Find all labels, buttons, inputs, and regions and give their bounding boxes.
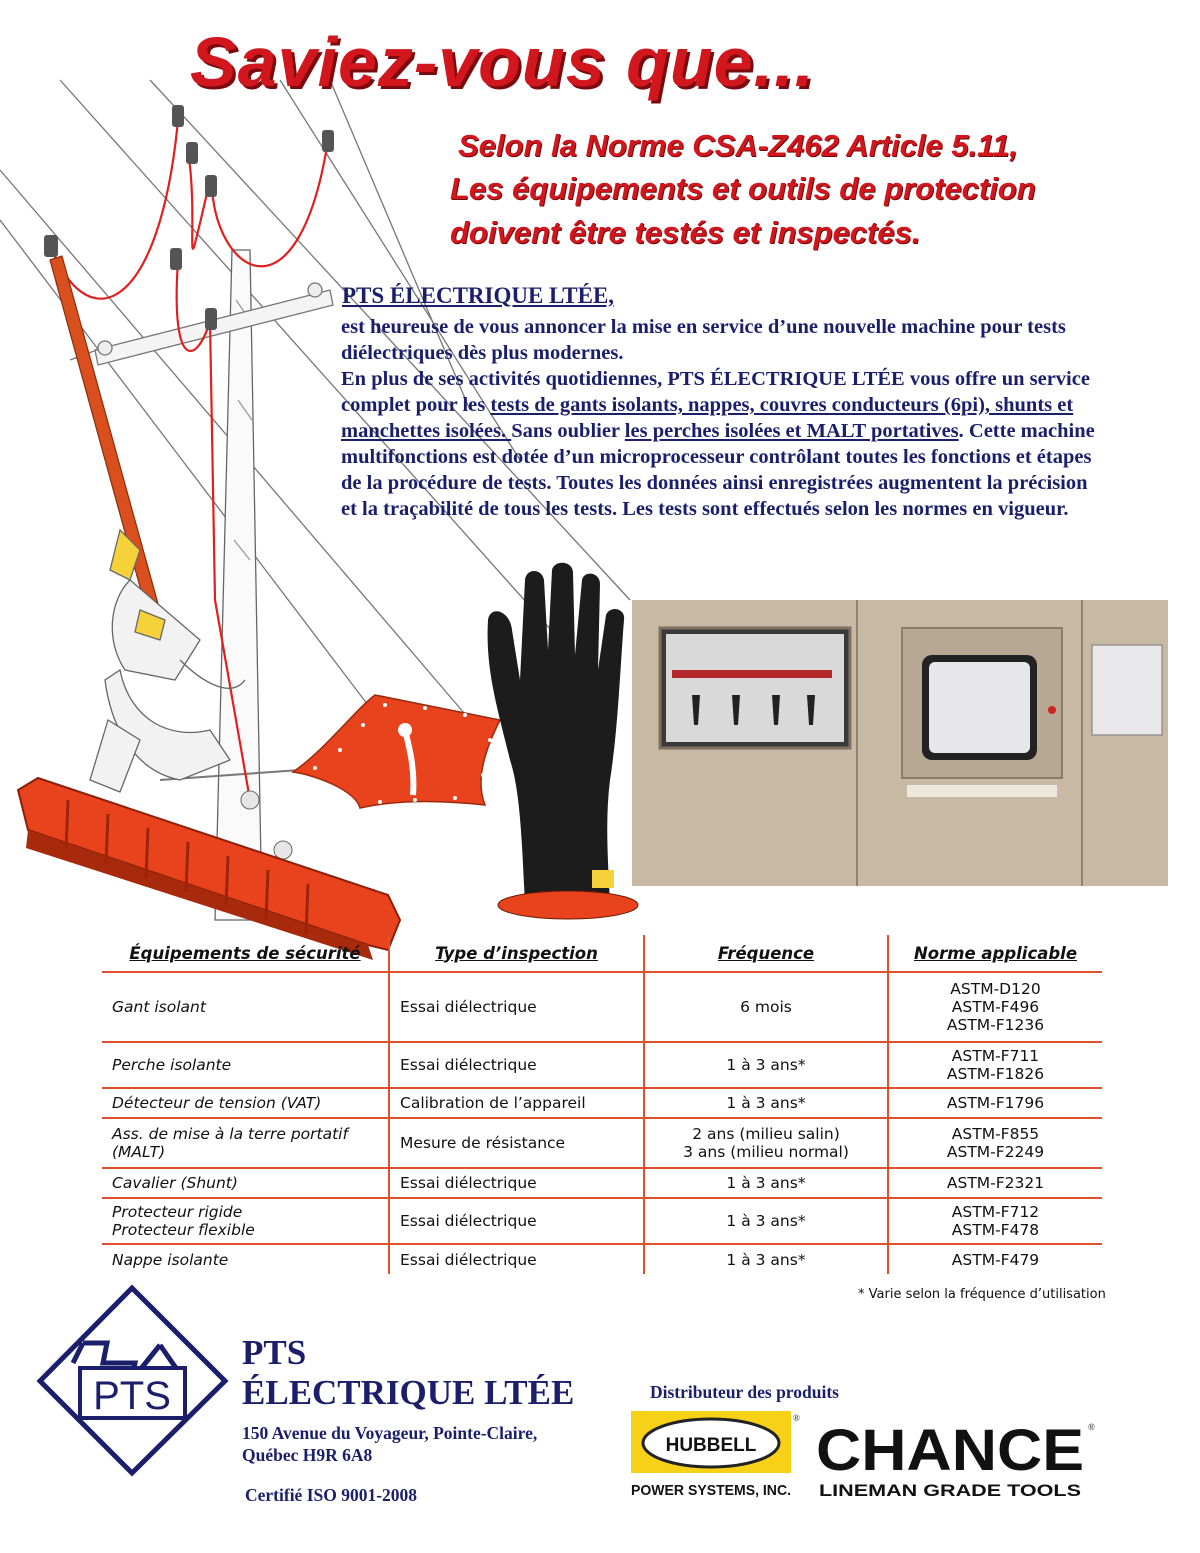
intro-p2a: En plus de ses activités quotidiennes, PTS ÉLECTRIQUE LTÉE vous offre un service complet pour les	[341, 368, 1090, 416]
frequency-cell: 1 à 3 ans*	[644, 1088, 888, 1118]
standard-cell: ASTM-F1796	[888, 1088, 1102, 1118]
chance-sub-text: LINEMAN GRADE TOOLS	[819, 1481, 1081, 1500]
hubbell-logo-text: HUBBELL	[665, 1435, 757, 1456]
standard-line-1: Selon la Norme CSA-Z462 Article 5.11,	[458, 128, 1018, 163]
hubbell-sub-text: POWER SYSTEMS, INC.	[631, 1482, 791, 1499]
rubber-glove-image	[480, 560, 640, 930]
standard-line-3: doivent être testés et inspectés.	[450, 215, 921, 250]
company-name	[242, 1333, 574, 1413]
inspection-type-cell: Essai diélectrique	[389, 1198, 644, 1244]
inspection-type-cell: Calibration de l’appareil	[389, 1088, 644, 1118]
intro-paragraph	[341, 314, 1101, 522]
table-row	[102, 972, 1102, 1042]
distributor-label: Distributeur des produits	[650, 1382, 839, 1402]
address-line1: 150 Avenue du Voyageur, Pointe-Claire,	[242, 1423, 538, 1443]
standard-cell: ASTM-F855 ASTM-F2249	[888, 1118, 1102, 1168]
table-row	[102, 1088, 1102, 1118]
table-header-row	[102, 935, 1102, 972]
frequency-cell: 1 à 3 ans*	[644, 1198, 888, 1244]
table-row	[102, 1244, 1102, 1274]
registered-mark: ®	[793, 1413, 800, 1423]
company-address	[242, 1422, 537, 1466]
table-row	[102, 1118, 1102, 1168]
intro-p2c: Sans oublier	[511, 420, 625, 442]
equipment-cell: Nappe isolante	[102, 1244, 389, 1274]
rubber-blanket-image	[285, 690, 510, 820]
company-name-line2: ÉLECTRIQUE LTÉE	[242, 1373, 575, 1412]
frequency-cell: 2 ans (milieu salin) 3 ans (milieu normal)	[644, 1118, 888, 1168]
pts-logo	[35, 1283, 230, 1478]
inspection-type-cell: Essai diélectrique	[389, 972, 644, 1042]
frequency-cell: 1 à 3 ans*	[644, 1168, 888, 1198]
standard-cell: ASTM-F479	[888, 1244, 1102, 1274]
company-heading: PTS ÉLECTRIQUE LTÉE,	[342, 283, 615, 308]
inspection-type-cell: Essai diélectrique	[389, 1244, 644, 1274]
frequency-cell: 6 mois	[644, 972, 888, 1042]
test-machine-photo	[632, 600, 1168, 886]
header-inspection-type: Type d’inspection	[389, 935, 644, 972]
equipment-cell: Ass. de mise à la terre portatif (MALT)	[102, 1118, 389, 1168]
table-row	[102, 1168, 1102, 1198]
standard-cell: ASTM-F711 ASTM-F1826	[888, 1042, 1102, 1088]
table-row	[102, 1042, 1102, 1088]
intro-p1: est heureuse de vous annoncer la mise en service d’une nouvelle machine pour tests diélectriques dès plus modernes.	[341, 316, 1066, 364]
hubbell-logo	[631, 1411, 800, 1501]
standard-cell: ASTM-F2321	[888, 1168, 1102, 1198]
intro-services-underlined: tests de gants isolants, nappes, couvres conducteurs (6pi), shunts et manchettes isolées.	[341, 394, 1074, 442]
frequency-cell: 1 à 3 ans*	[644, 1042, 888, 1088]
chance-logo	[810, 1420, 1100, 1502]
inspection-table	[102, 935, 1102, 1274]
registered-mark-chance: ®	[1088, 1422, 1095, 1432]
table-body	[102, 972, 1102, 1274]
iso-certification: Certifié ISO 9001-2008	[245, 1485, 418, 1505]
equipment-cell: Gant isolant	[102, 972, 389, 1042]
equipment-cell: Protecteur rigide Protecteur flexible	[102, 1198, 389, 1244]
inspection-type-cell: Mesure de résistance	[389, 1118, 644, 1168]
standard-cell: ASTM-D120 ASTM-F496 ASTM-F1236	[888, 972, 1102, 1042]
equipment-cell: Perche isolante	[102, 1042, 389, 1088]
standard-line-2: Les équipements et outils de protection	[450, 171, 1036, 206]
headline: Saviez-vous que...	[190, 23, 815, 101]
standard-cell: ASTM-F712 ASTM-F478	[888, 1198, 1102, 1244]
inspection-type-cell: Essai diélectrique	[389, 1168, 644, 1198]
address-line2: Québec H9R 6A8	[242, 1445, 373, 1465]
frequency-cell: 1 à 3 ans*	[644, 1244, 888, 1274]
intro-perches-underlined: les perches isolées et MALT portatives	[624, 420, 959, 442]
equipment-cell: Détecteur de tension (VAT)	[102, 1088, 389, 1118]
company-name-line1: PTS	[242, 1333, 307, 1372]
pts-logo-text: PTS	[93, 1374, 171, 1418]
inspection-type-cell: Essai diélectrique	[389, 1042, 644, 1088]
header-equipment: Équipements de sécurité	[102, 935, 389, 972]
header-standard: Norme applicable	[913, 943, 1078, 963]
inspection-table-wrapper	[102, 935, 1102, 1274]
footnote: * Varie selon la fréquence d’utilisation	[858, 1287, 1106, 1302]
equipment-cell: Cavalier (Shunt)	[102, 1168, 389, 1198]
intro-p2	[341, 366, 1101, 522]
table-row	[102, 1198, 1102, 1244]
chance-logo-text: CHANCE	[816, 1418, 1084, 1483]
header-frequency: Fréquence	[644, 935, 888, 972]
intro-p2e: . Cette machine multifonctions est dotée d’un microprocesseur contrôlant toutes les fonctions et étapes de la procédure de tests. Toutes les données ainsi enregistrées augmentent la précision et la traçabilité de tous les tests. Les tests sont effectués selon les normes en vigueur.	[341, 420, 1095, 520]
